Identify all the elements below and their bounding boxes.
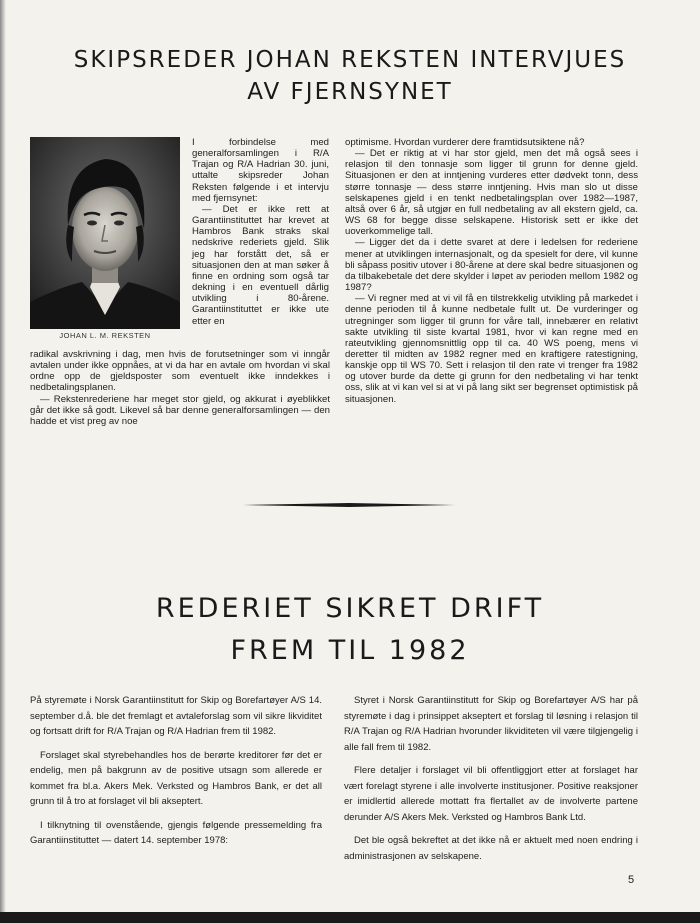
section-divider	[243, 503, 455, 507]
interview-paragraph: — Det er riktig at vi har stor gjeld, men det må også sees i relasjon til den tonnasje som ligger til grunn for denne gjeld. Situasjonen er den at inntjening vurderes etter dødvekt tonn, dess større tonnasje — dess større inntjening. Hvis man slo ut disse selskapenes gjeld i en tenkt nedbetalingsplan over 1982—1987, altså over 6 år, så utgjør en full nedbetaling av all ekstern gjeld, ca. WS 68 for begge disse selskapene. Historisk sett er ikke det uoverkommelige tall.	[345, 148, 638, 238]
interview-headline-line2: AV FJERNSYNET	[247, 79, 453, 105]
interview-paragraph: optimisme. Hvordan vurderer dere framtidsutsiktene nå?	[345, 137, 585, 148]
interview-intro-beside-photo	[192, 137, 329, 327]
article-right-column	[344, 693, 638, 872]
portrait-photo	[30, 137, 180, 329]
article-paragraph: I tilknytning til ovenstående, gjengis følgende pressemelding fra Garantiinstituttet — datert 14. september 1978:	[30, 819, 322, 846]
article-headline	[0, 588, 700, 672]
page-bottom-edge	[0, 912, 700, 923]
interview-paragraph: — Ligger det da i dette svaret at dere i ledelsen for rederiene mener at utviklingen internasjonalt, og da spesielt for dere, vil kunne bli såpass positiv utover i 80-årene at dere skal bedre situasjonen og da tilbakebetale det dere skylder i løpet av perioden mellom 1982 og 1987?	[345, 237, 638, 294]
article-paragraph: Styret i Norsk Garantiinstitutt for Skip og Borefartøyer A/S har på styremøte i dag i prinsippet akseptert et forslag til løsning i relasjon til R/A Trajan og R/A Hadrian hvorunder likviditeten vil være tilgjengelig i alle fall frem til 1982.	[344, 695, 638, 753]
interview-paragraph: radikal avskrivning i dag, men hvis de forutsetninger som vi inngår avtalen under ikke oppnåes, at vi da har en avtale om hvordan vi skal ordne opp de gjeldsposter som eventuelt ikke inndekkes i nedbetalingsplanen.	[30, 349, 330, 394]
interview-headline	[0, 44, 700, 108]
article-headline-line1: REDERIET SIKRET DRIFT	[155, 593, 545, 624]
portrait-photo-icon	[30, 137, 180, 329]
interview-paragraph: — Vi regner med at vi vil få en tilstrekkelig utvikling på markedet i denne perioden til å kunne nedbetale fullt ut. De vurderinger og utregninger som ligger til grunn for våre tall, innebærer en relativt sakte utvikling til siste kvartal 1981, hvor vi kan regne med en rateutvikling gjennomsnittlig opp til ca. 40 WS poeng, mens vi deretter til midten av 1982 regner med en kraftigere ratestigning, kanskje opp til WS 70. Sett i relasjon til den rate vi trenger fra 1982 og utover burde da dette gi grunn for den nedbetaling vi har tenkt oss, slik at vi kan vel si at vi på lang sikt ser begrenset optimistisk på situasjonen.	[345, 293, 638, 405]
interview-right-column	[345, 137, 638, 405]
article-left-column	[30, 693, 322, 857]
interview-paragraph: — Det er ikke rett at Garantiinstituttet har krevet at Hambros Bank straks skal nedskrive rederiets gjeld. Slik jeg har forstått det, så er situasjonen den at man søker å finne en ordning som også tar dekning i en eventuell dårlig utvikling i 80-årene. Garantiinstituttet er ikke ute etter en	[192, 203, 329, 327]
article-paragraph: På styremøte i Norsk Garantiinstitutt for Skip og Borefartøyer A/S 14. september d.å. ble det fremlagt et avtaleforslag som vil sikre likviditet og fortsatt drift for R/A Trajan og R/A Hadrian frem til 1982.	[30, 695, 322, 737]
article-headline-line2: FREM TIL 1982	[230, 635, 470, 666]
interview-paragraph: I forbindelse med generalforsamlingen i R/A Trajan og R/A Hadrian 30. juni, uttalte skipsreder Johan Reksten følgende i et intervju med fjernsynet:	[192, 137, 329, 204]
article-paragraph: Det ble også bekreftet at det ikke nå er aktuelt med noen endring i administrasjonen av selskapene.	[344, 835, 638, 862]
article-paragraph: Flere detaljer i forslaget vil bli offentliggjort etter at forslaget har vært forelagt styrene i alle involverte institusjoner. Positive reaksjoner er imidlertid allerede mottatt fra flertallet av de involverte partene derunder A/S Akers Mek. Verksted og Hambros Bank Ltd.	[344, 765, 638, 823]
page-number: 5	[628, 874, 635, 886]
page-edge-shadow	[0, 0, 6, 912]
photo-caption: JOHAN L. M. REKSTEN	[59, 331, 151, 340]
interview-intro-below-photo	[30, 349, 330, 427]
article-paragraph: Forslaget skal styrebehandles hos de berørte kreditorer før det er endelig, men på bakgrunn av de positive utsagn som allerede er kommet fra bl.a. Akers Mek. Verksted og Hambros Bank, er det all grunn til å tro at forslaget vil bli akseptert.	[30, 749, 322, 807]
interview-paragraph: — Rekstenrederiene har meget stor gjeld, og akkurat i øyeblikket går det ikke så godt. Likevel så bar denne generalforsamlingen — den hadde et vist preg av noe	[30, 393, 330, 427]
interview-headline-line1: SKIPSREDER JOHAN REKSTEN INTERVJUES	[73, 47, 627, 73]
